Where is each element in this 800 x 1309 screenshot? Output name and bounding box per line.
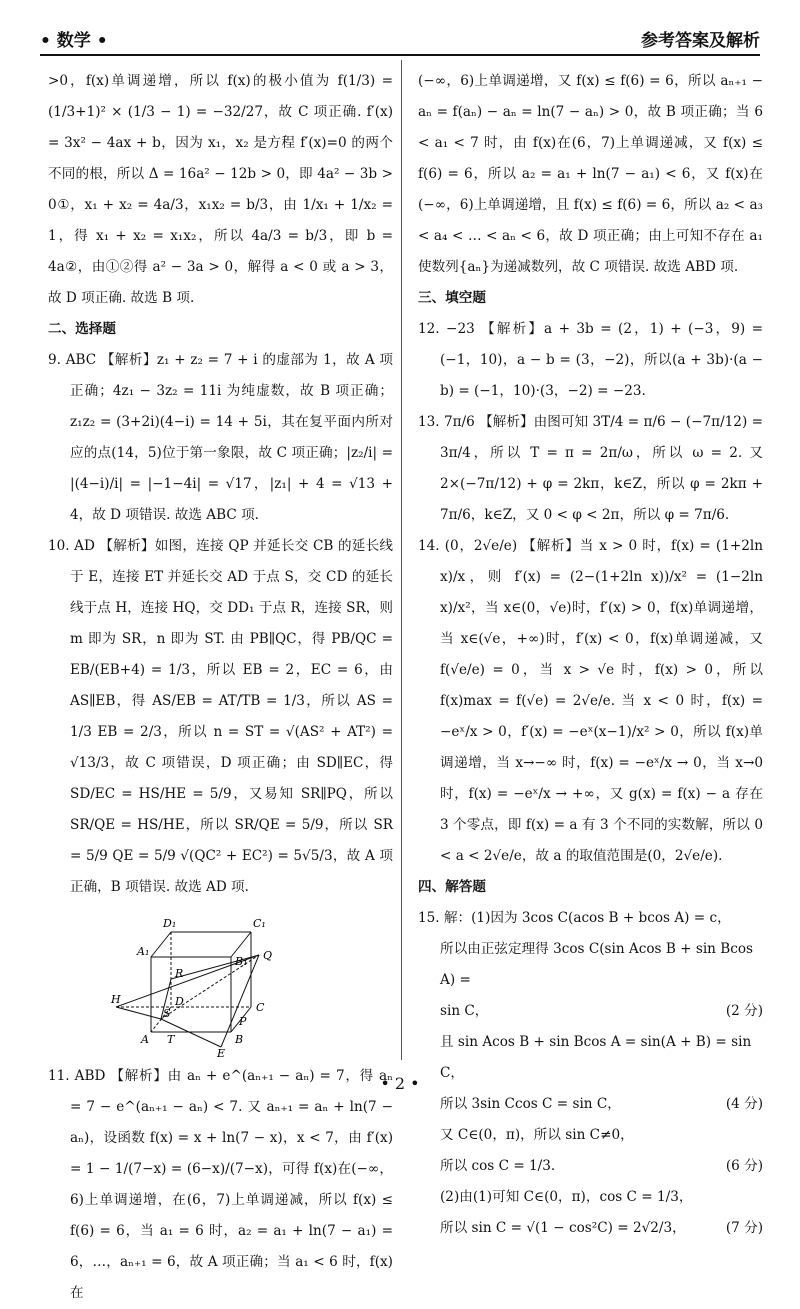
solution-text: 所以 sin C = √(1 − cos²C) = 2√2/3， — [440, 1220, 686, 1236]
column-divider — [401, 60, 402, 1060]
label-H: H — [110, 993, 121, 1006]
label-T: T — [166, 1033, 174, 1046]
label-C: C — [255, 1001, 264, 1014]
solution-line — [418, 996, 763, 1027]
label-D: D — [174, 995, 184, 1008]
answer-10: 10. AD 【解析】如图，连接 QP 并延长交 CB 的延长线于 E，连接 ET 并延长交 AD 于点 S，交 CD 的延长线于点 H，连接 HQ，交 DD₁ 于点 R，连接 SR，则 m 即为 SR，n 即为 ST. 由 PB∥QC，得 PB/QC = EB/(EB+4) = 1/3，所以 EB = 2，EC = 6，由 AS∥EB，得 AS/EB = AT/TB = 1/3，所以 AS = 1/3 EB = 2/3，所以 n = ST = √(AS² + AT²) = √13/3，故 C 项错误，D 项正确；由 SD∥EC，得 SD/EC = HS/HE = 5/9，又易知 SR∥PQ，所以 SR/QE = HS/HE，所以 SR/QE = 5/9，所以 SR = 5/9 QE = 5/9 √(QC² + EC²) = 5√5/3，故 A 项正确，B 项错误. 故选 AD 项. — [48, 538, 393, 895]
solution-line — [418, 1182, 763, 1213]
solution-text: 所以 cos C = 1/3. — [440, 1158, 556, 1174]
subject-label: • 数学 • — [40, 31, 108, 51]
answer-11: 11. ABD 【解析】由 aₙ + e^(aₙ₊₁ − aₙ) = 7，得 aₙ = 7 − e^(aₙ₊₁ − aₙ) < 7. 又 aₙ₊₁ = aₙ + ln(7 − aₙ)，设函数 f(x) = x + ln(7 − x)，x < 7，由 f′(x) = 1 − 1/(7−x) = (6−x)/(7−x)，可得 f(x)在(−∞，6)上单调递增，在(6，7)上单调递减，所以 f(x) ≤ f(6) = 6，当 a₁ = 6 时，a₂ = a₁ + ln(7 − a₁) = 6，…，aₙ₊₁ = 6，故 A 项正确；当 a₁ < 6 时，f(x)在 — [48, 1068, 393, 1301]
section-heading-3: 三、填空题 — [418, 290, 486, 306]
score-mark: (6 分) — [725, 1158, 763, 1174]
page-number: • 2 • — [380, 1074, 420, 1093]
solution-line — [418, 1120, 763, 1151]
answer-14: 14. (0，2√e/e) 【解析】当 x > 0 时，f(x) = (1+2ln x)/x，则 f′(x) = (2−(1+2ln x))/x² = (1−2ln x)/x²，当 x∈(0，√e)时，f′(x) > 0，f(x)单调递增，当 x∈(√e，+∞)时，f′(x) < 0，f(x)单调递减，又 f(√e/e) = 0，当 x > √e 时，f(x) > 0，所以 f(x)max = f(√e) = 2√e/e. 当 x < 0 时，f(x) = −eˣ/x > 0，f′(x) = −eˣ(x−1)/x² > 0，所以 f(x)单调递增，当 x→−∞ 时，f(x) = −eˣ/x → 0，当 x→0 时，f(x) = −eˣ/x → +∞，又 g(x) = f(x) − a 存在 3 个零点，即 f(x) = a 有 3 个不同的实数解，所以 0 < a < 2√e/e，故 a 的取值范围是(0，2√e/e). — [418, 538, 763, 864]
label-A1: A₁ — [136, 945, 149, 958]
solution-line — [418, 1089, 763, 1120]
section-heading-4: 四、解答题 — [418, 879, 486, 895]
label-E: E — [216, 1047, 225, 1060]
solution-line — [418, 1151, 763, 1182]
label-D1: D₁ — [162, 917, 176, 930]
answer-11-continued: (−∞，6)上单调递增，又 f(x) ≤ f(6) = 6，所以 aₙ₊₁ − aₙ = f(aₙ) − aₙ = ln(7 − aₙ) > 0，故 B 项正确；当 6 < a₁ < 7 时，由 f(x)在(6，7)上单调递减，又 f(x) ≤ f(6) = 6，所以 a₂ = a₁ + ln(7 − a₁) < 6，又 f(x)在(−∞，6)上单调递增，且 f(x) ≤ f(6) = 6，所以 a₂ < a₃ < a₄ < … < aₙ < 6，故 D 项正确；由上可知不存在 a₁ 使数列{aₙ}为递减数列，故 C 项错误. 故选 ABD 项. — [418, 73, 763, 275]
label-Q: Q — [262, 949, 272, 962]
label-B: B — [234, 1033, 243, 1046]
score-mark: (7 分) — [725, 1220, 763, 1236]
solution-text: (2)由(1)可知 C∈(0，π)，cos C = 1/3， — [440, 1189, 693, 1205]
answer-8-continued: >0，f(x)单调递增，所以 f(x)的极小值为 f(1/3) = (1/3+1)² × (1/3 − 1) = −32/27，故 C 项正确. f′(x) = 3x² − 4ax + b，因为 x₁，x₂ 是方程 f′(x)=0 的两个不同的根，所以 Δ = 16a² − 12b > 0，即 4a² − 3b > 0①，x₁ + x₂ = 4a/3，x₁x₂ = b/3，由 1/x₁ + 1/x₂ = 1，得 x₁ + x₂ = x₁x₂，所以 4a/3 = b/3，即 b = 4a②，由①②得 a² − 3a > 0，解得 a < 0 或 a > 3，故 D 项正确. 故选 B 项. — [48, 73, 393, 306]
solution-text: 15. 解：(1)因为 3cos C(acos B + bcos A) = c， — [418, 910, 731, 926]
solution-line — [418, 934, 763, 996]
score-mark: (2 分) — [725, 1003, 763, 1019]
section-heading-2: 二、选择题 — [48, 321, 116, 337]
answer-12: 12. −23 【解析】a + 3b = (2，1) + (−3，9) = (−1，10)，a − b = (3，−2)，所以(a + 3b)·(a − b) = (−1，10)·(3，−2) = −23. — [418, 321, 763, 399]
right-column — [418, 66, 763, 1236]
label-P: P — [238, 1015, 246, 1028]
label-A: A — [140, 1033, 149, 1046]
solution-line — [418, 1213, 763, 1244]
solution-text: 又 C∈(0，π)，所以 sin C≠0， — [440, 1127, 634, 1143]
solution-text: sin C， — [440, 1003, 489, 1019]
label-S: S — [162, 1007, 171, 1020]
page-header — [40, 14, 760, 56]
left-column — [48, 66, 393, 1301]
cube-figure — [48, 907, 393, 1060]
solution-line — [418, 903, 763, 934]
solution-text: 所以 3sin Ccos C = sin C， — [440, 1096, 621, 1112]
score-mark: (4 分) — [725, 1096, 763, 1112]
cube-diagram — [110, 907, 331, 1060]
answer-13: 13. 7π/6 【解析】由图可知 3T/4 = π/6 − (−7π/12) = 3π/4，所以 T = π = 2π/ω，所以 ω = 2. 又 2×(−7π/12) + φ = 2kπ，k∈Z，所以 φ = 2kπ + 7π/6，k∈Z，又 0 < φ < 2π，所以 φ = 7π/6. — [418, 414, 763, 523]
solution-text: 且 sin Acos B + sin Bcos A = sin(A + B) = sin C， — [440, 1034, 752, 1081]
answer-9: 9. ABC 【解析】z₁ + z₂ = 7 + i 的虚部为 1，故 A 项正确；4z₁ − 3z₂ = 11i 为纯虚数，故 B 项正确；z₁z₂ = (3+2i)(4−i) = 14 + 5i，其在复平面内所对应的点(14，5)位于第一象限，故 C 项正确；|z₂/i| = |(4−i)/i| = |−1−4i| = √17，|z₁| + 4 = √13 + 4，故 D 项错误. 故选 ABC 项. — [48, 352, 393, 523]
label-C1: C₁ — [252, 917, 266, 930]
solution-text: 所以由正弦定理得 3cos C(sin Acos B + sin Bcos A) = — [440, 941, 754, 988]
section-title: 参考答案及解析 — [641, 31, 760, 51]
label-B1: B₁ — [234, 955, 247, 968]
label-R: R — [174, 967, 183, 980]
